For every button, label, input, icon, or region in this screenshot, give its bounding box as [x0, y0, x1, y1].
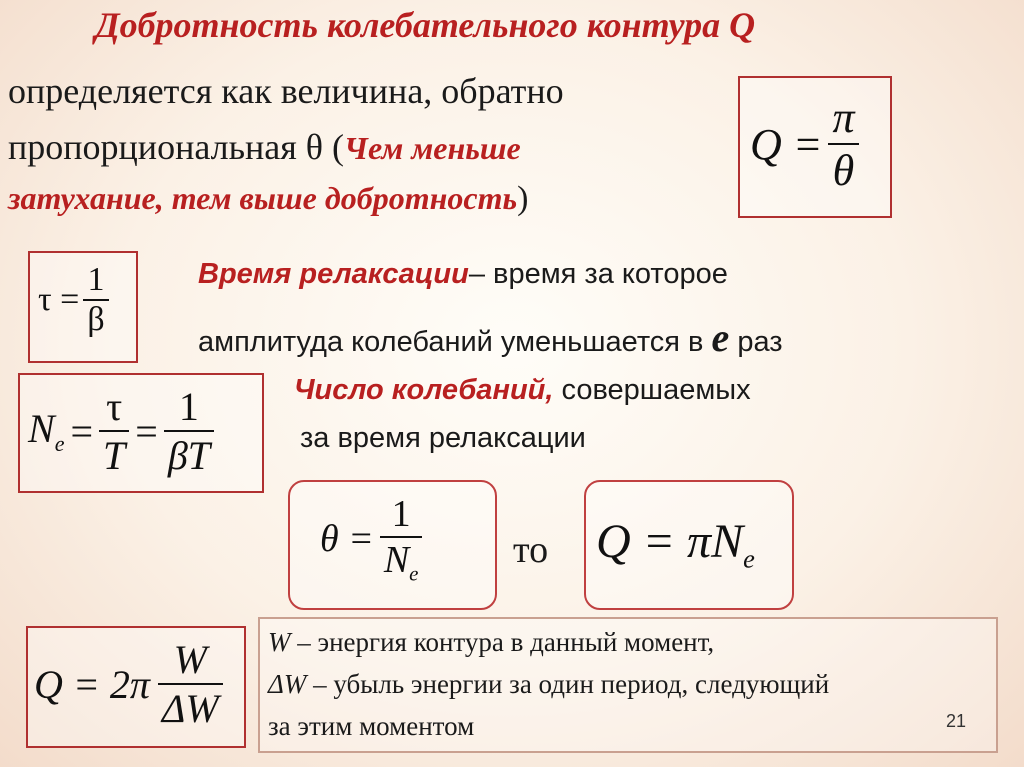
intro-line-1: определяется как величина, обратно — [8, 71, 564, 111]
formula-qw — [34, 636, 223, 732]
formula-ne-den1: T — [103, 433, 126, 478]
page-number: 21 — [945, 711, 966, 731]
formula-tau-box — [28, 251, 138, 363]
oscillations-line-1 — [294, 374, 751, 407]
energy-box — [258, 617, 998, 753]
formula-ne-den2: βT — [167, 433, 210, 478]
formula-q-lhs: Q = — [750, 119, 823, 169]
oscillations-def-1: совершаемых — [561, 374, 751, 406]
oscillations-line-2: за время релаксации — [300, 422, 586, 454]
formula-theta-lhs: θ = — [320, 518, 374, 561]
formula-q-box — [738, 76, 892, 218]
intro-line-3 — [8, 180, 528, 218]
formula-qw-den: ΔW — [161, 686, 219, 731]
formula-tau-den: β — [87, 301, 105, 338]
formula-q — [750, 92, 859, 196]
relaxation-term: Время релаксации — [198, 258, 469, 290]
formula-theta-box — [288, 480, 497, 610]
energy-line-1-var: W — [268, 627, 291, 657]
intro-line-3-red: затухание, тем выше добротность — [8, 180, 518, 216]
formula-qpi — [596, 514, 755, 575]
intro-line-3-close: ) — [517, 180, 529, 217]
relaxation-def-2: амплитуда колебаний уменьшается в — [198, 326, 704, 358]
formula-ne — [28, 383, 214, 479]
formula-ne-lhs: $N_e$ — [28, 406, 65, 456]
formula-ne-num2: 1 — [178, 384, 199, 429]
formula-theta — [320, 492, 422, 587]
formula-q-num: π — [832, 93, 855, 142]
formula-theta-num: 1 — [391, 493, 411, 535]
formula-ne-box — [18, 373, 264, 493]
energy-line-2-text: – убыль энергии за один период, следующий — [306, 669, 830, 699]
relaxation-line-1 — [198, 258, 728, 291]
relaxation-def-2-end: раз — [737, 326, 783, 358]
intro-line-2 — [8, 126, 521, 168]
intro-line-2-red: Чем меньше — [344, 130, 521, 166]
formula-tau-lhs: τ = — [38, 281, 80, 318]
connector-text: то — [513, 529, 549, 571]
formula-qpi-sub: e — [743, 543, 755, 574]
intro-line-2-plain: пропорциональная θ ( — [8, 127, 345, 167]
relaxation-e: e — [711, 315, 730, 360]
formula-ne-eq2: = — [135, 408, 158, 454]
energy-line-2-var: ΔW — [268, 669, 307, 699]
formula-q-den: θ — [832, 146, 855, 195]
formula-ne-num1: τ — [106, 384, 123, 429]
energy-line-2 — [268, 669, 829, 700]
formula-qpi-box — [584, 480, 794, 610]
relaxation-def-1: – время за которое — [468, 258, 728, 290]
formula-tau-num: 1 — [87, 261, 105, 298]
page-title: Добротность колебательного контура Q — [95, 5, 756, 45]
energy-line-1 — [268, 627, 714, 658]
formula-qw-lhs: Q = 2π — [34, 661, 150, 707]
formula-qw-num: W — [173, 637, 207, 682]
formula-qw-box — [26, 626, 246, 748]
formula-theta-den: $N_e$ — [383, 539, 419, 586]
formula-qpi-text: Q = πN — [596, 515, 744, 568]
formula-tau — [38, 261, 109, 339]
relaxation-line-2 — [198, 314, 783, 361]
energy-line-1-text: – энергия контура в данный момент, — [290, 627, 715, 657]
oscillations-term: Число колебаний, — [294, 374, 554, 406]
formula-ne-eq1: = — [70, 408, 94, 454]
energy-line-3: за этим моментом — [268, 711, 475, 741]
